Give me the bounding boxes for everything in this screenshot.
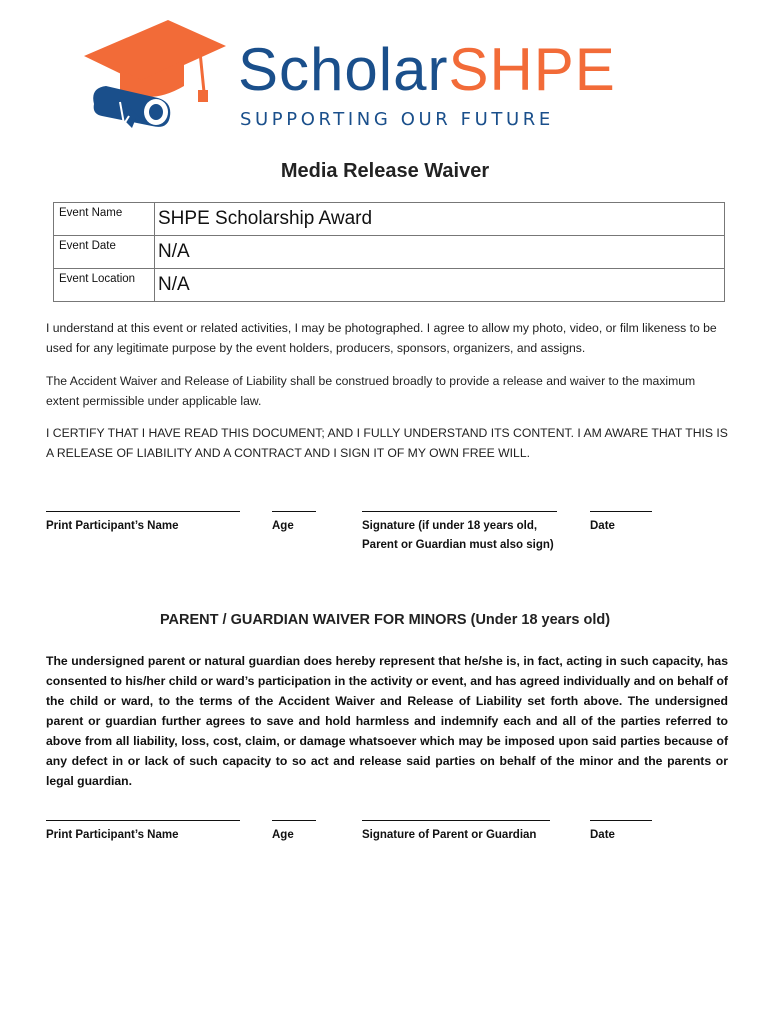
participant-name-label: Print Participant’s Name	[46, 829, 179, 841]
event-date-field[interactable]: N/A	[155, 236, 725, 269]
age-label: Age	[272, 520, 294, 532]
guardian-signature-label: Signature of Parent or Guardian	[362, 829, 537, 841]
signature-line	[590, 820, 652, 821]
event-name-label: Event Name	[54, 203, 155, 236]
minor-waiver-paragraph: The undersigned parent or natural guardian does hereby represent that he/she is, in fact, acting in such capacity, has consented to his/her child or ward’s participation in the activity or event, and has agreed individually and on behalf of the child or ward, to the terms of the Accident Waiver and Release of Liability set forth above. The undersigned parent or guardian further agrees to save and hold harmless and indemnify each and all of the parties referred to above from all liability, loss, cost, claim, or damage whatsoever which may be imposed upon said parties because of any defect in or lack of such capacity to so act and release said parties on behalf of the minor and the parents or legal guardian.	[46, 654, 728, 788]
age-field[interactable]	[272, 511, 316, 536]
document-title: Media Release Waiver	[280, 160, 490, 182]
participant-name-signature-field[interactable]	[46, 511, 240, 536]
signature-field[interactable]	[362, 511, 557, 555]
signature-line	[272, 511, 316, 512]
event-info-table	[53, 202, 725, 302]
signature-line	[590, 511, 652, 512]
certification-paragraph: I CERTIFY THAT I HAVE READ THIS DOCUMENT; AND I FULLY UNDERSTAND ITS CONTENT. I AM AWARE THAT THIS IS A RELEASE OF LIABILITY AND A CONTRACT AND I SIGN IT OF MY OWN FREE WILL.	[46, 426, 728, 460]
event-location-field[interactable]: N/A	[155, 269, 725, 302]
event-name-row	[54, 203, 725, 236]
brand-wordmark	[238, 36, 616, 103]
signature-line	[362, 820, 550, 821]
signature-label-line2: Parent or Guardian must also sign)	[362, 539, 554, 551]
media-consent-paragraph: I understand at this event or related activities, I may be photographed. I agree to allow my photo, video, or film likeness to be used for any legitimate purpose by the event holders, producers, sponsors, organizers, and assigns.	[46, 321, 717, 355]
signature-line	[272, 820, 316, 821]
signature-line	[46, 820, 240, 821]
brand-shpe-text: SHPE	[448, 36, 616, 103]
scholarshpe-logo	[80, 18, 700, 138]
event-date-row	[54, 236, 725, 269]
guardian-date-field[interactable]	[590, 820, 652, 845]
age-label: Age	[272, 829, 294, 841]
signature-line	[362, 511, 557, 512]
event-name-field[interactable]: SHPE Scholarship Award	[155, 203, 725, 236]
event-date-label: Event Date	[54, 236, 155, 269]
minor-waiver-title: PARENT / GUARDIAN WAIVER FOR MINORS (Under 18 years old)	[159, 612, 611, 628]
signature-line	[46, 511, 240, 512]
guardian-participant-name-field[interactable]	[46, 820, 240, 845]
event-location-label: Event Location	[54, 269, 155, 302]
date-label: Date	[590, 520, 615, 532]
brand-scholar-text: Scholar	[238, 36, 449, 103]
guardian-age-field[interactable]	[272, 820, 316, 845]
date-label: Date	[590, 829, 615, 841]
participant-name-label: Print Participant’s Name	[46, 520, 179, 532]
waiver-scope-paragraph: The Accident Waiver and Release of Liability shall be construed broadly to provide a release and waiver to the maximum extent permissible under applicable law.	[46, 374, 696, 408]
signature-label-line1: Signature (if under 18 years old,	[362, 520, 538, 532]
date-field[interactable]	[590, 511, 652, 536]
brand-tagline: SUPPORTING OUR FUTURE	[240, 109, 554, 130]
graduation-cap-diploma-icon	[80, 18, 230, 138]
guardian-signature-field[interactable]	[362, 820, 550, 845]
event-location-row	[54, 269, 725, 302]
